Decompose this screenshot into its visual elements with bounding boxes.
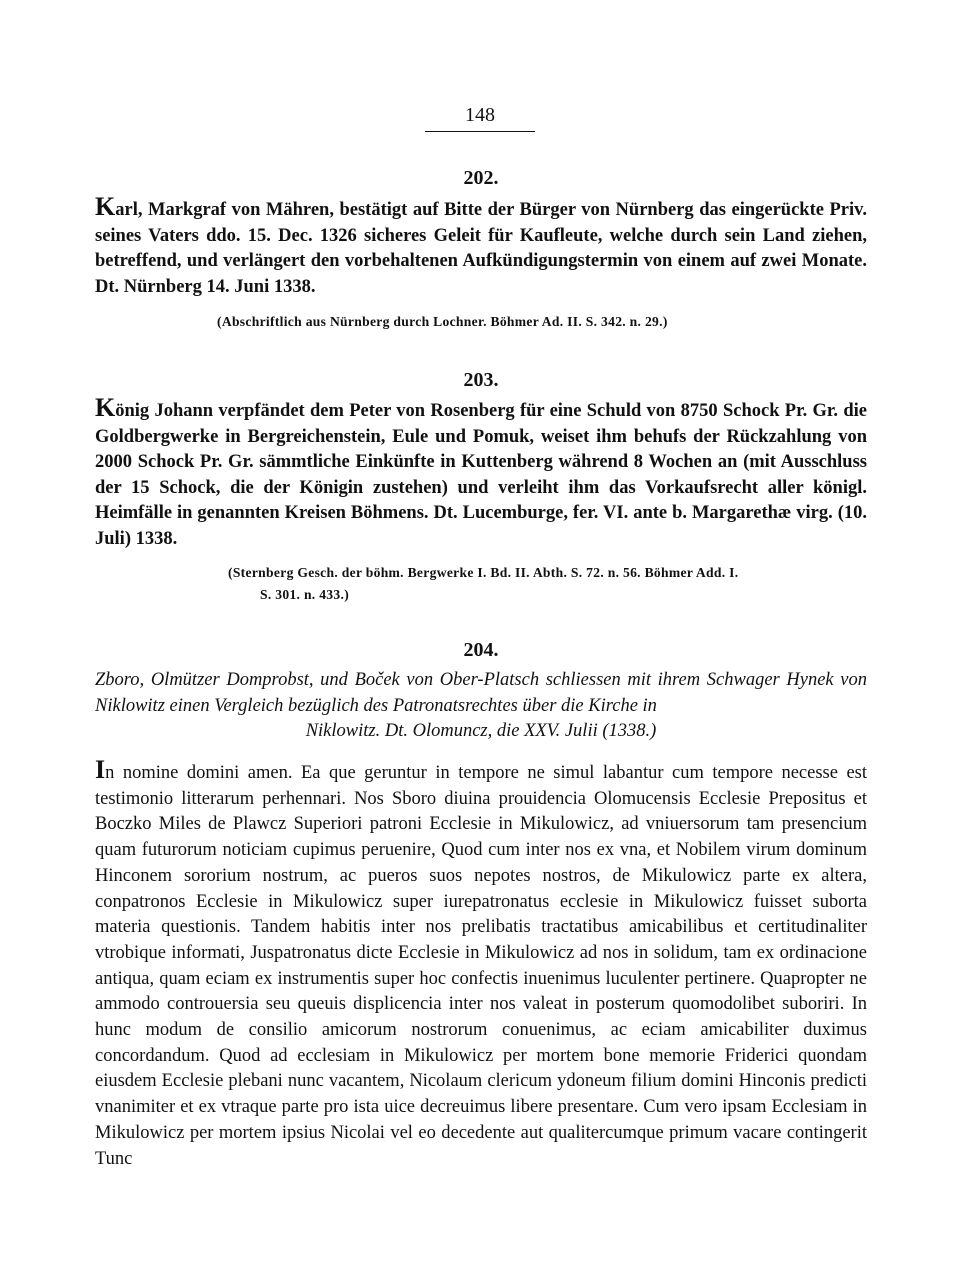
drop-initial: I	[95, 755, 106, 784]
entry-source-203-line2: S. 301. n. 433.)	[260, 587, 350, 602]
entry-regest-202	[95, 192, 867, 300]
drop-initial: K	[95, 393, 116, 422]
entry-source-202: (Abschriftlich aus Nürnberg durch Lochner. Böhmer Ad. II. S. 342. n. 29.)	[217, 314, 668, 329]
page-number-rule	[425, 131, 535, 132]
page-number: 148	[465, 104, 495, 126]
charter-body-text	[95, 755, 867, 1172]
entry-number-204: 204.	[463, 639, 499, 661]
entry-source-203-line1: (Sternberg Gesch. der böhm. Bergwerke I. Bd. II. Abth. S. 72. n. 56. Böhmer Add. I.	[228, 565, 739, 580]
entry-regest-204-last-line: Niklowitz. Dt. Olomuncz, die XXV. Julii (1338.)	[305, 721, 657, 741]
entry-regest-203	[95, 393, 867, 552]
entry-number-202: 202.	[463, 167, 499, 189]
regest-text: arl, Markgraf von Mähren, bestätigt auf Bitte der Bürger von Nürnberg das eingerückte Priv. seines Vaters ddo. 15. Dec. 1326 sicheres Geleit für Kaufleute, welche durch sein Land ziehen, betreffend, und verlängert den vorbehaltenen Aufkündigungstermin von einem auf zwei Monate. Dt. Nürnberg 14. Juni 1338.	[95, 200, 867, 297]
charter-text: n nomine domini amen. Ea que geruntur in tempore ne simul labantur cum tempore necesse est testimonio litterarum perhennari. Nos Sboro diuina prouidencia Olomucensis Ecclesie Prepositus et Boczko Miles de Plawcz Superiori patroni Ecclesie in Mikulowicz, ad vniuersorum tam presencium quam futurorum noticiam cupimus peruenire, Quod cum inter nos ex vna, et Nobilem virum dominum Hinconem sororium nostrum, ac pueros suos nepotes nostros, de Mikulowicz parte ex altera, conpatronos Ecclesie in Mikulowicz super iurepatronatus ecclesie in Mikulowicz fuisset suborta materia questionis. Tandem habitis inter nos prelibatis tractatibus amicabilibus et certitudinaliter vtrobique informati, Juspatronatus dicte Ecclesie in Mikulowicz ad nos in solidum, tam ex ordinacione antiqua, quam eciam ex instrumentis super hoc confectis inuenimus luculenter pertinere. Quapropter ne ammodo controuersia seu queuis displicencia inter nos valeat in posterum quomodolibet suboriri. In hunc modum de consilio amicorum nostrorum conuenimus, ac eciam amicabiliter duximus concordandum. Quod ad ecclesiam in Mikulowicz per mortem bone memorie Friderici quondam eiusdem Ecclesie plebani nunc vacantem, Nicolaum clericum ydoneum filium domini Hinconis predicti vnanimiter et ex vtraque parte pro ista uice decreuimus libere presentare. Cum vero ipsam Ecclesiam in Mikulowicz per mortem ipsius Nicolai vel eo decedente aut qualitercumque primum vacare contingerit Tunc	[95, 763, 867, 1169]
drop-initial: K	[95, 192, 116, 221]
entry-regest-204: Zboro, Olmützer Domprobst, und Boček von Ober-Platsch schliessen mit ihrem Schwager Hynek von Niklowitz einen Vergleich bezüglich des Patronatsrechtes über die Kirche in	[95, 670, 867, 716]
regest-text: önig Johann verpfändet dem Peter von Rosenberg für eine Schuld von 8750 Schock Pr. Gr. die Goldbergwerke in Bergreichenstein, Eule und Pomuk, weiset ihm behufs der Rückzahlung von 2000 Schock Pr. Gr. sämmtliche Einkünfte in Kuttenberg während 8 Wochen an (mit Ausschluss der 15 Schock, die der Königin zustehen) und verleiht ihm das Vorkaufsrecht aller königl. Heimfälle in genannten Kreisen Böhmens. Dt. Lucemburge, fer. VI. ante b. Margarethæ virg. (10. Juli) 1338.	[95, 401, 867, 549]
entry-number-203: 203.	[463, 369, 499, 391]
